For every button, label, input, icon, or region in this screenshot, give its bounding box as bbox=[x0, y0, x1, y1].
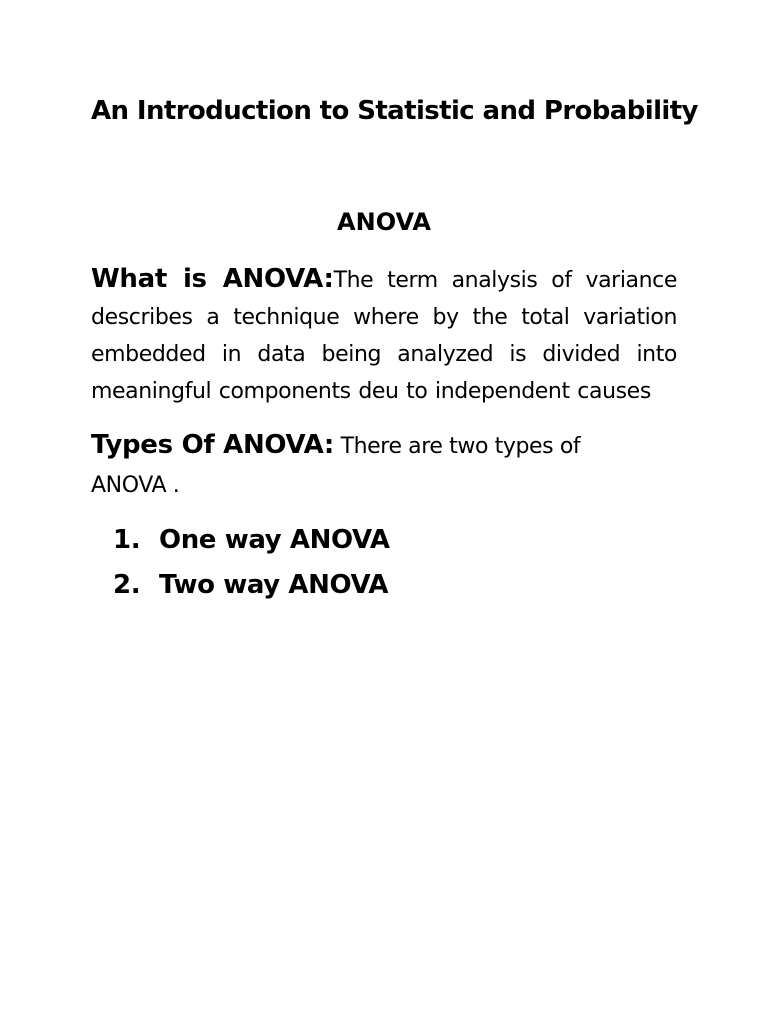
document-title: An Introduction to Statistic and Probability bbox=[91, 96, 698, 126]
types-of-anova-body-line2: ANOVA . bbox=[91, 473, 180, 498]
list-item bbox=[91, 563, 390, 608]
what-is-anova-lead: What is ANOVA: bbox=[91, 264, 334, 294]
anova-types-list bbox=[91, 518, 390, 608]
what-is-anova-paragraph bbox=[91, 261, 677, 410]
types-of-anova-paragraph bbox=[91, 426, 677, 505]
types-of-anova-body-line1: There are two types of bbox=[333, 434, 581, 459]
list-item-label: Two way ANOVA bbox=[159, 570, 389, 600]
list-item-label: One way ANOVA bbox=[159, 525, 390, 555]
section-heading: ANOVA bbox=[337, 208, 431, 236]
what-is-anova-body: The term analysis of variance describes a technique where by the total variation embedded in data being analyzed is divided into meaningful components deu to independent causes bbox=[91, 268, 677, 404]
list-item bbox=[91, 518, 390, 563]
list-item-number: 1. bbox=[113, 525, 141, 555]
list-item-number: 2. bbox=[113, 570, 141, 600]
types-of-anova-lead: Types Of ANOVA: bbox=[91, 430, 334, 460]
